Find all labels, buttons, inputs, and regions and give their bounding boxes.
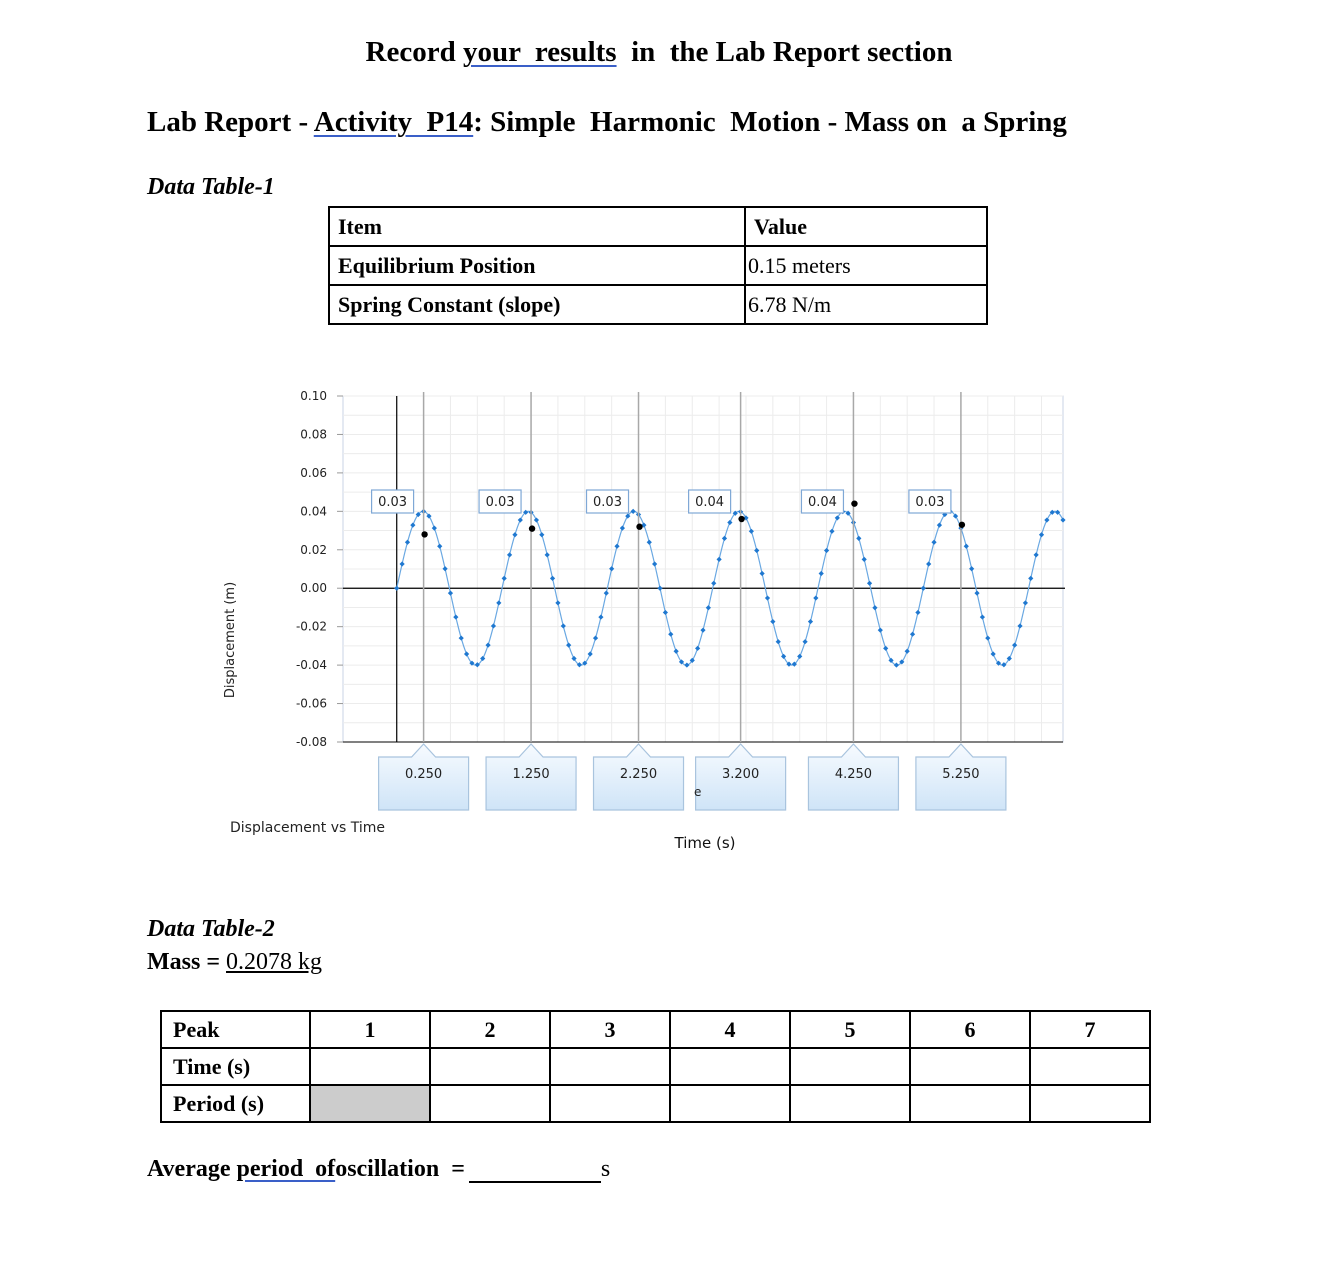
average-label: period of	[236, 1156, 336, 1182]
value-cell: 0.15 meters	[745, 246, 987, 285]
y-tick-label: -0.06	[295, 696, 327, 711]
table-header-row	[329, 207, 987, 246]
peak-value-label: 0.04	[695, 495, 725, 510]
peak-value-label: 0.03	[485, 495, 515, 510]
y-tick-label: 0.02	[300, 542, 327, 557]
peak-col-5: 5	[790, 1011, 910, 1048]
report-title-text: : Simple Harmonic Motion - Mass on a Spring	[473, 106, 1067, 138]
table-row	[329, 285, 987, 324]
table-row	[161, 1085, 1150, 1122]
peak-point	[421, 531, 427, 537]
period-cell-4[interactable]	[670, 1085, 790, 1122]
average-label: Average	[147, 1156, 237, 1182]
time-cell-4[interactable]	[670, 1048, 790, 1085]
peak-time-label: 5.250	[942, 767, 980, 782]
title-text: in the Lab Report section	[616, 36, 953, 68]
peak-header: Peak	[161, 1011, 310, 1048]
time-cell-5[interactable]	[790, 1048, 910, 1085]
peak-time-label: 1.250	[512, 767, 550, 782]
peak-col-2: 2	[430, 1011, 550, 1048]
time-cell-6[interactable]	[910, 1048, 1030, 1085]
page-title	[0, 36, 1318, 69]
period-cell-2[interactable]	[430, 1085, 550, 1122]
peak-time-label: 2.250	[619, 767, 658, 782]
peak-point	[851, 500, 857, 506]
time-cell-3[interactable]	[550, 1048, 670, 1085]
average-unit: s	[600, 1156, 611, 1182]
period-cell-3[interactable]	[550, 1085, 670, 1122]
report-title	[147, 106, 1067, 139]
time-cell-1[interactable]	[310, 1048, 430, 1085]
period-row-header: Period (s)	[161, 1085, 310, 1122]
mass-label: Mass =	[147, 949, 227, 975]
title-text: Record	[365, 36, 463, 68]
peak-point	[959, 522, 965, 528]
data-table-1	[328, 206, 988, 325]
mass-line	[147, 949, 322, 976]
peak-value-label: 0.03	[378, 495, 408, 510]
report-title-text: Lab Report -	[147, 106, 314, 138]
x-axis-label: Time (s)	[674, 834, 736, 852]
peak-time-label: 3.200	[722, 767, 760, 782]
period-cell-5[interactable]	[790, 1085, 910, 1122]
header-item: Item	[329, 207, 745, 246]
y-tick-label: 0.08	[300, 427, 327, 442]
item-cell: Spring Constant (slope)	[329, 285, 745, 324]
displacement-chart	[220, 380, 1080, 860]
title-text: your results	[462, 36, 617, 68]
table-row	[161, 1048, 1150, 1085]
stray-label: e	[694, 785, 702, 799]
peak-time-label: 0.250	[404, 767, 443, 782]
peak-col-7: 7	[1030, 1011, 1150, 1048]
average-period-blank[interactable]	[469, 1155, 601, 1183]
chart-title: Displacement vs Time	[230, 820, 385, 836]
peak-point	[529, 525, 535, 531]
peak-col-3: 3	[550, 1011, 670, 1048]
y-tick-label: -0.02	[295, 619, 327, 634]
peak-col-6: 6	[910, 1011, 1030, 1048]
period-cell-6[interactable]	[910, 1085, 1030, 1122]
header-value: Value	[745, 207, 987, 246]
time-row-header: Time (s)	[161, 1048, 310, 1085]
item-cell: Equilibrium Position	[329, 246, 745, 285]
average-period-line	[147, 1155, 610, 1183]
peak-col-1: 1	[310, 1011, 430, 1048]
y-tick-label: 0.04	[300, 504, 327, 519]
data-table-2-caption: Data Table-2	[147, 916, 275, 942]
peak-value-label: 0.04	[807, 495, 837, 510]
peak-point	[636, 524, 642, 530]
peak-col-4: 4	[670, 1011, 790, 1048]
peak-time-label: 4.250	[834, 767, 873, 782]
period-cell-1-disabled	[310, 1085, 430, 1122]
y-axis-label: Displacement (m)	[223, 581, 238, 699]
data-table-2	[160, 1010, 1151, 1123]
y-tick-label: -0.08	[295, 735, 327, 749]
peak-value-label: 0.03	[593, 495, 622, 510]
mass-value: 0.2078 kg	[226, 949, 323, 975]
time-cell-2[interactable]	[430, 1048, 550, 1085]
table-header-row	[161, 1011, 1150, 1048]
y-tick-label: 0.06	[300, 465, 327, 480]
y-tick-label: 0.10	[300, 389, 327, 403]
peak-value-label: 0.03	[915, 495, 945, 510]
period-cell-7[interactable]	[1030, 1085, 1150, 1122]
y-tick-label: -0.04	[295, 658, 327, 673]
y-tick-label: 0.00	[300, 581, 327, 596]
peak-point	[738, 516, 744, 522]
value-cell: 6.78 N/m	[745, 285, 987, 324]
data-table-1-caption: Data Table-1	[147, 174, 275, 200]
average-label: oscillation =	[335, 1156, 465, 1182]
table-row	[329, 246, 987, 285]
time-cell-7[interactable]	[1030, 1048, 1150, 1085]
report-title-text: Activity P14	[313, 106, 474, 138]
